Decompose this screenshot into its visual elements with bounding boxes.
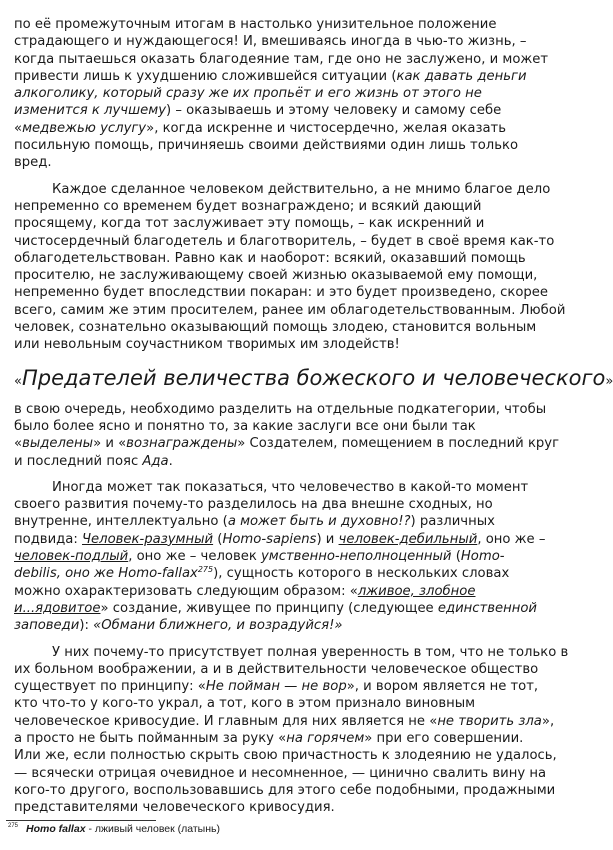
text-run: », и вором является не тот, — [346, 679, 539, 695]
footnote-term: Homo fallax — [26, 823, 86, 835]
text-line — [14, 479, 594, 496]
italic-text: алкоголику, который сразу же их пропьёт и его жизнь от этого не — [14, 86, 482, 102]
italic-text: «Обмани ближнего, и возрадуйся!» — [93, 618, 343, 634]
italic-text: заповеди — [14, 618, 80, 634]
text-run: просителю, не заслуживающему своей жизнью оказываемой ему помощи, — [14, 268, 538, 284]
underlined-italic-text: Человек-разумный — [82, 531, 214, 547]
text-line — [14, 215, 594, 232]
italic-text: единственной — [437, 600, 538, 616]
text-line — [14, 267, 594, 284]
text-line — [14, 102, 594, 119]
paragraph — [14, 401, 594, 470]
text-run: ), сущность которого в нескольких словах — [213, 566, 510, 582]
text-line — [14, 583, 594, 600]
underlined-italic-text: человек-подлый — [14, 549, 129, 565]
text-line — [14, 565, 594, 582]
text-line — [14, 513, 594, 530]
text-line — [14, 319, 594, 336]
text-run: Иногда может так показаться, что человечество в какой-то момент — [52, 479, 529, 495]
italic-text: изменится к лучшему — [14, 103, 167, 119]
text-line — [14, 644, 594, 661]
text-line — [14, 250, 594, 267]
italic-text: выделены — [22, 436, 94, 452]
text-run: « — [14, 436, 23, 452]
text-run: » и « — [93, 436, 127, 452]
text-line — [14, 154, 594, 171]
italic-text: а может быть и духовно!? — [227, 514, 411, 530]
text-line — [14, 678, 594, 695]
text-run: а просто не быть пойманным за руку « — [14, 730, 287, 746]
text-run: когда пытаешься оказать благодеяние там, где оно не заслужено, и может — [14, 51, 549, 67]
italic-text: как давать деньги — [396, 68, 527, 84]
text-line — [14, 198, 594, 215]
text-line — [14, 695, 594, 712]
text-line — [14, 531, 594, 548]
text-run: » Создателем, помещением в последний круг — [237, 436, 560, 452]
text-run: , оно же – человек — [128, 549, 261, 565]
text-run: внутренне, интеллектуально ( — [14, 514, 228, 530]
document-page — [14, 16, 613, 825]
text-run: ) различных — [410, 514, 495, 530]
footnote-number: 275 — [8, 823, 19, 829]
text-run: », — [541, 713, 555, 729]
text-run: ) – оказываешь и этому человеку и самому себе — [166, 103, 502, 119]
text-run: ( — [213, 531, 223, 547]
text-line — [14, 782, 594, 799]
text-run: », когда искренне и чистосердечно, желая оказать — [146, 120, 506, 136]
underlined-italic-text: лживое, злобное — [357, 583, 476, 599]
text-run: непременно со временем будет вознаграждено; и всякий дающий — [14, 198, 482, 214]
text-run: ) и — [316, 531, 339, 547]
italic-text: Не пойман — не вор — [205, 679, 347, 695]
text-line — [14, 401, 594, 418]
text-run: ( — [451, 549, 461, 565]
text-run: » создание, живущее по принципу (следующее — [100, 600, 438, 616]
text-run: человек, сознательно оказывающий помощь злодею, становится вольным — [14, 320, 537, 336]
text-run: существует по принципу: « — [14, 679, 206, 695]
paragraph — [14, 644, 594, 817]
text-run: по её промежуточным итогам в настолько унизительное положение — [14, 17, 497, 32]
text-run: вред. — [14, 155, 52, 171]
text-line — [14, 617, 594, 634]
heading-close-quote: » — [605, 373, 613, 389]
text-line — [14, 51, 594, 68]
text-run: их больном воображении, а и в действительности человеческое общество — [14, 661, 539, 677]
text-run: кого-то другого, воспользовавшись для этого себе подобными, продажными — [14, 782, 556, 798]
paragraph — [14, 181, 594, 354]
text-line — [14, 799, 594, 816]
text-line — [14, 120, 594, 137]
text-run: представителями человеческого кривосудия. — [14, 800, 335, 816]
text-run: и последний пояс — [14, 453, 143, 469]
underlined-italic-text: и...ядовитое — [14, 600, 101, 616]
italic-text: Homo- — [460, 549, 505, 565]
text-line — [14, 600, 594, 617]
heading-text: Предателей величества божеского и человеческого — [21, 365, 606, 390]
text-line — [14, 730, 594, 747]
text-line — [14, 496, 594, 513]
text-run: можно охарактеризовать следующим образом: « — [14, 583, 358, 599]
paragraph — [14, 479, 594, 635]
text-line — [14, 137, 594, 154]
italic-text: не творить зла — [437, 713, 542, 729]
text-run: . — [168, 453, 173, 469]
italic-text: Homo-sapiens — [222, 531, 317, 547]
text-line — [14, 765, 594, 782]
text-line — [14, 435, 594, 452]
text-run: облагодетельствован. Равно как и наоборот: всякий, оказавший помощь — [14, 250, 526, 266]
text-run: человеческое кривосудие. И главным для них является не « — [14, 713, 438, 729]
text-line — [14, 68, 594, 85]
text-run: ): — [79, 618, 94, 634]
paragraph — [14, 16, 594, 172]
text-line — [14, 453, 594, 470]
text-run: посильную помощь, причиняешь своими действиями один лишь только — [14, 138, 519, 154]
text-run: просящему, когда тот заслуживает эту помощь, – как искренний и — [14, 216, 485, 232]
text-run: Каждое сделанное человеком действительно, а не мнимо благое дело — [52, 181, 551, 197]
italic-text: на горячем — [286, 730, 365, 746]
text-run: Или же, если полностью скрыть свою причастность к злодеянию не удалось, — [14, 748, 557, 764]
text-line — [14, 418, 594, 435]
text-block-after-heading — [14, 401, 594, 817]
text-line — [14, 713, 594, 730]
text-block-before-heading — [14, 16, 594, 354]
text-line — [14, 284, 594, 301]
text-run: или невольным соучастником творимых им злодейств! — [14, 337, 400, 353]
text-run: было более ясно и понятно то, за какие заслуги все они были так — [14, 418, 476, 434]
section-heading — [14, 363, 613, 393]
text-run: в свою очередь, необходимо разделить на отдельные подкатегории, чтобы — [14, 401, 547, 417]
text-run: привести лишь к ухудшению сложившейся ситуации ( — [14, 68, 397, 84]
text-run: непременно будет впоследствии покаран: и это будет произведено, скорее — [14, 285, 549, 301]
footnote-definition: - лживый человек (латынь) — [85, 823, 220, 835]
italic-text: Ада — [142, 453, 169, 469]
text-line — [14, 548, 594, 565]
text-line — [14, 336, 594, 353]
text-line — [14, 233, 594, 250]
italic-text: debilis, оно же Homo-fallax — [14, 566, 198, 582]
heading-open-quote: « — [14, 373, 22, 389]
italic-text: медвежью услугу — [22, 120, 147, 136]
text-run: чистосердечный благодетель и благотворитель, – будет в своё время как-то — [14, 233, 555, 249]
text-line — [14, 85, 594, 102]
text-line — [14, 16, 594, 33]
text-line — [14, 181, 594, 198]
text-line — [14, 33, 594, 50]
footnote-reference: 275 — [197, 565, 214, 575]
underlined-italic-text: человек-дебильный — [338, 531, 478, 547]
text-run: » при его совершении. — [364, 730, 524, 746]
text-run: страдающего и нуждающегося! И, вмешиваясь иногда в чью-то жизнь, – — [14, 34, 527, 50]
italic-text: умственно-неполноценный — [261, 549, 452, 565]
text-run: У них почему-то присутствует полная уверенность в том, что не только в — [52, 644, 569, 660]
text-run: своего развития почему-то разделилось на два внешне сходных, но — [14, 497, 493, 513]
text-line — [14, 661, 594, 678]
text-run: кто что-то у кого-то украл, а тот, кого в этом признало виновным — [14, 696, 476, 712]
text-run: « — [14, 120, 23, 136]
text-run: подвида: — [14, 531, 82, 547]
text-run: — всячески отрицая очевидное и несомненное, — цинично свалить вину на — [14, 765, 547, 781]
text-line — [14, 302, 594, 319]
text-run: всего, самим же этим просителем, ранее им облагодетельствованным. Любой — [14, 302, 566, 318]
text-run: , оно же – — [477, 531, 546, 547]
footnote — [8, 823, 220, 835]
text-line — [14, 747, 594, 764]
footnote-divider — [6, 820, 156, 821]
italic-text: вознаграждены — [126, 436, 238, 452]
